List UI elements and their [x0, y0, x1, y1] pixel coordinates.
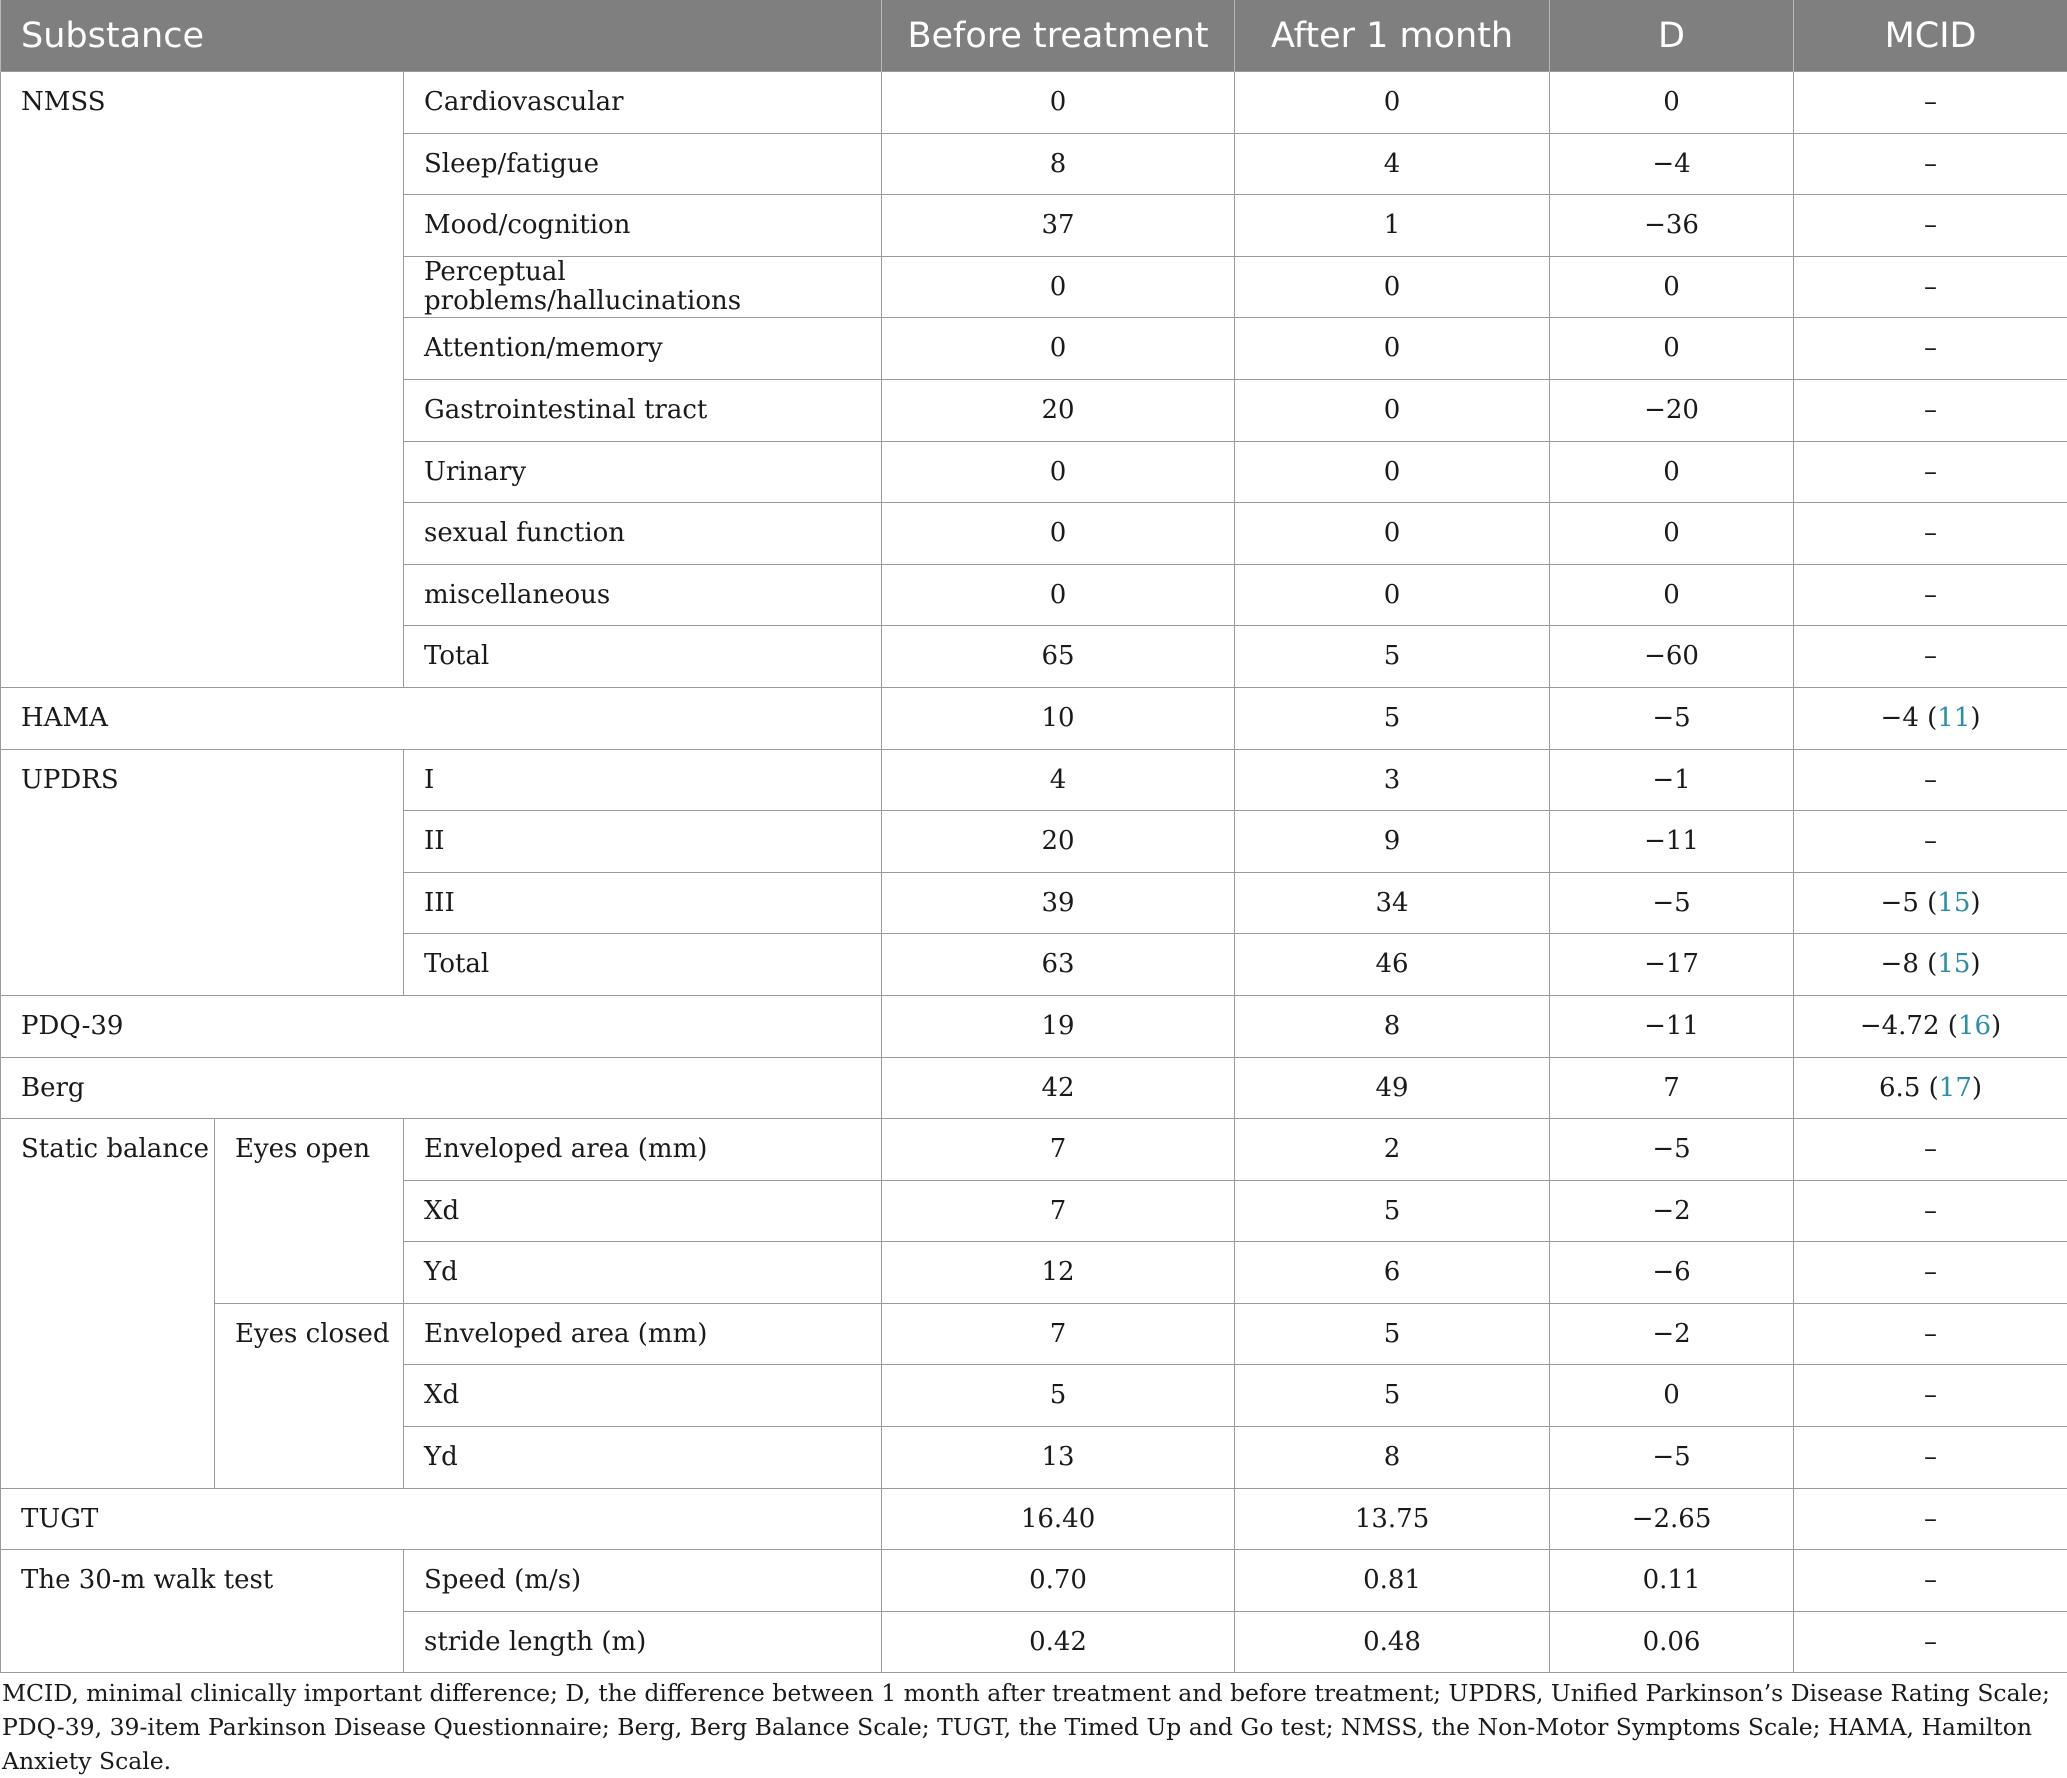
cell-d: −2: [1550, 1180, 1794, 1242]
row-label: Cardiovascular: [404, 72, 882, 134]
row-label: Speed (m/s): [404, 1550, 882, 1612]
cell-mcid: –: [1794, 72, 2067, 134]
table-footnote: MCID, minimal clinically important difference; D, the difference between 1 month after treatment and before treatment; UPDRS, Unified Parkinson’s Disease Rating Scale; PDQ-39, 39-item Parkinson Disease Questionnaire; Berg, Berg Balance Scale; TUGT, the Timed Up and Go test; NMSS, the Non-Motor Symptoms Scale; HAMA, Hamilton Anxiety Scale.: [2, 1676, 2062, 1778]
cell-before: 0: [882, 318, 1235, 380]
cell-mcid: –: [1794, 1365, 2067, 1427]
cell-before: 0.70: [882, 1550, 1235, 1612]
cell-after: 1: [1235, 195, 1550, 257]
cell-before: 19: [882, 995, 1235, 1057]
cell-mcid: –: [1794, 133, 2067, 195]
cell-d: 0: [1550, 503, 1794, 565]
table-row: [1, 687, 2067, 749]
cell-before: 0: [882, 503, 1235, 565]
cell-before: 20: [882, 811, 1235, 873]
group-nmss: NMSS: [1, 72, 404, 688]
cell-d: −1: [1550, 749, 1794, 811]
group-hama: HAMA: [1, 687, 882, 749]
table-row: [1, 72, 2067, 134]
cell-mcid: –: [1794, 1550, 2067, 1612]
row-label: Yd: [404, 1427, 882, 1489]
table-row: [1, 749, 2067, 811]
cell-d: −36: [1550, 195, 1794, 257]
cell-d: 0: [1550, 318, 1794, 380]
cell-d: −6: [1550, 1242, 1794, 1304]
table-row: [1, 1119, 2067, 1181]
group-walk-test: The 30-m walk test: [1, 1550, 404, 1673]
table-row: [1, 1550, 2067, 1612]
cell-mcid: –: [1794, 1427, 2067, 1489]
cell-d: −20: [1550, 379, 1794, 441]
header-substance: Substance: [1, 0, 882, 72]
cell-after: 5: [1235, 626, 1550, 688]
cell-mcid: –: [1794, 811, 2067, 873]
row-label: Xd: [404, 1180, 882, 1242]
cell-d: −2: [1550, 1303, 1794, 1365]
row-label: II: [404, 811, 882, 873]
cell-d: −5: [1550, 1119, 1794, 1181]
row-label: Yd: [404, 1242, 882, 1304]
row-label: stride length (m): [404, 1611, 882, 1673]
cell-d: 0: [1550, 1365, 1794, 1427]
cell-after: 0: [1235, 72, 1550, 134]
cell-mcid: −4.72 (16): [1794, 995, 2067, 1057]
subgroup-eyes-open: Eyes open: [215, 1119, 404, 1304]
cell-mcid: –: [1794, 1488, 2067, 1550]
cell-before: 0: [882, 256, 1235, 318]
cell-d: −5: [1550, 872, 1794, 934]
cell-before: 16.40: [882, 1488, 1235, 1550]
row-label: Enveloped area (mm): [404, 1119, 882, 1181]
cell-mcid: –: [1794, 626, 2067, 688]
cell-after: 0: [1235, 318, 1550, 380]
table-row: [1, 1057, 2067, 1119]
row-label: Total: [404, 934, 882, 996]
row-label: Mood/cognition: [404, 195, 882, 257]
cell-after: 0: [1235, 379, 1550, 441]
cell-d: 0.11: [1550, 1550, 1794, 1612]
mcid-value: −5: [1881, 888, 1919, 918]
cell-after: 9: [1235, 811, 1550, 873]
cell-d: −4: [1550, 133, 1794, 195]
cell-d: 0: [1550, 256, 1794, 318]
cell-after: 5: [1235, 1180, 1550, 1242]
group-static-balance: Static balance: [1, 1119, 215, 1489]
cell-after: 0: [1235, 564, 1550, 626]
cell-before: 0.42: [882, 1611, 1235, 1673]
cell-after: 8: [1235, 1427, 1550, 1489]
cell-before: 7: [882, 1303, 1235, 1365]
mcid-value: −4.72: [1860, 1011, 1940, 1041]
cell-mcid: –: [1794, 1303, 2067, 1365]
citation-link[interactable]: 15: [1937, 949, 1970, 979]
cell-mcid: –: [1794, 1119, 2067, 1181]
cell-d: −2.65: [1550, 1488, 1794, 1550]
cell-d: −17: [1550, 934, 1794, 996]
cell-after: 0: [1235, 503, 1550, 565]
group-pdq39: PDQ-39: [1, 995, 882, 1057]
group-updrs: UPDRS: [1, 749, 404, 995]
cell-before: 0: [882, 564, 1235, 626]
mcid-value: 6.5: [1879, 1073, 1920, 1103]
cell-mcid: –: [1794, 318, 2067, 380]
row-label: Sleep/fatigue: [404, 133, 882, 195]
group-tugt: TUGT: [1, 1488, 882, 1550]
cell-before: 5: [882, 1365, 1235, 1427]
cell-after: 5: [1235, 1303, 1550, 1365]
header-before-treatment: Before treatment: [882, 0, 1235, 72]
subgroup-eyes-closed: Eyes closed: [215, 1303, 404, 1488]
row-label: Perceptual problems/hallucinations: [404, 256, 882, 318]
row-label: I: [404, 749, 882, 811]
mcid-value: −4: [1881, 703, 1919, 733]
cell-mcid: –: [1794, 379, 2067, 441]
cell-before: 12: [882, 1242, 1235, 1304]
citation-link[interactable]: 17: [1939, 1073, 1972, 1103]
row-label: Total: [404, 626, 882, 688]
row-label: Attention/memory: [404, 318, 882, 380]
cell-before: 37: [882, 195, 1235, 257]
row-label: III: [404, 872, 882, 934]
cell-before: 65: [882, 626, 1235, 688]
cell-after: 34: [1235, 872, 1550, 934]
table-row: [1, 995, 2067, 1057]
cell-after: 5: [1235, 1365, 1550, 1427]
cell-after: 46: [1235, 934, 1550, 996]
cell-after: 4: [1235, 133, 1550, 195]
cell-d: −5: [1550, 687, 1794, 749]
cell-before: 20: [882, 379, 1235, 441]
cell-d: −11: [1550, 995, 1794, 1057]
cell-after: 5: [1235, 687, 1550, 749]
cell-d: 0: [1550, 564, 1794, 626]
mcid-value: −8: [1881, 949, 1919, 979]
cell-mcid: –: [1794, 1611, 2067, 1673]
cell-d: 7: [1550, 1057, 1794, 1119]
cell-mcid: −4 (11): [1794, 687, 2067, 749]
cell-d: 0.06: [1550, 1611, 1794, 1673]
cell-before: 13: [882, 1427, 1235, 1489]
cell-mcid: −8 (15): [1794, 934, 2067, 996]
cell-mcid: –: [1794, 256, 2067, 318]
cell-d: 0: [1550, 441, 1794, 503]
table-row: [1, 1303, 2067, 1365]
table-row: [1, 1488, 2067, 1550]
cell-before: 39: [882, 872, 1235, 934]
cell-d: −5: [1550, 1427, 1794, 1489]
cell-after: 0.48: [1235, 1611, 1550, 1673]
cell-d: −60: [1550, 626, 1794, 688]
cell-after: 8: [1235, 995, 1550, 1057]
citation-link[interactable]: 15: [1937, 888, 1970, 918]
citation-link[interactable]: 11: [1937, 703, 1970, 733]
cell-before: 7: [882, 1180, 1235, 1242]
cell-before: 4: [882, 749, 1235, 811]
row-label: sexual function: [404, 503, 882, 565]
cell-d: −11: [1550, 811, 1794, 873]
cell-mcid: 6.5 (17): [1794, 1057, 2067, 1119]
cell-mcid: –: [1794, 195, 2067, 257]
cell-mcid: –: [1794, 1180, 2067, 1242]
cell-before: 0: [882, 72, 1235, 134]
header-after-1-month: After 1 month: [1235, 0, 1550, 72]
cell-mcid: –: [1794, 503, 2067, 565]
group-berg: Berg: [1, 1057, 882, 1119]
cell-mcid: –: [1794, 749, 2067, 811]
row-label: Gastrointestinal tract: [404, 379, 882, 441]
cell-after: 0.81: [1235, 1550, 1550, 1612]
header-d: D: [1550, 0, 1794, 72]
cell-after: 6: [1235, 1242, 1550, 1304]
cell-before: 8: [882, 133, 1235, 195]
cell-before: 42: [882, 1057, 1235, 1119]
cell-mcid: –: [1794, 564, 2067, 626]
cell-before: 0: [882, 441, 1235, 503]
row-label: miscellaneous: [404, 564, 882, 626]
cell-after: 3: [1235, 749, 1550, 811]
cell-after: 0: [1235, 256, 1550, 318]
cell-after: 0: [1235, 441, 1550, 503]
cell-mcid: −5 (15): [1794, 872, 2067, 934]
header-row: [1, 0, 2067, 72]
cell-after: 49: [1235, 1057, 1550, 1119]
cell-after: 2: [1235, 1119, 1550, 1181]
citation-link[interactable]: 16: [1958, 1011, 1991, 1041]
row-label: Xd: [404, 1365, 882, 1427]
row-label: Enveloped area (mm): [404, 1303, 882, 1365]
cell-before: 10: [882, 687, 1235, 749]
cell-before: 7: [882, 1119, 1235, 1181]
header-mcid: MCID: [1794, 0, 2067, 72]
row-label: Urinary: [404, 441, 882, 503]
cell-after: 13.75: [1235, 1488, 1550, 1550]
cell-mcid: –: [1794, 441, 2067, 503]
cell-before: 63: [882, 934, 1235, 996]
cell-mcid: –: [1794, 1242, 2067, 1304]
cell-d: 0: [1550, 72, 1794, 134]
